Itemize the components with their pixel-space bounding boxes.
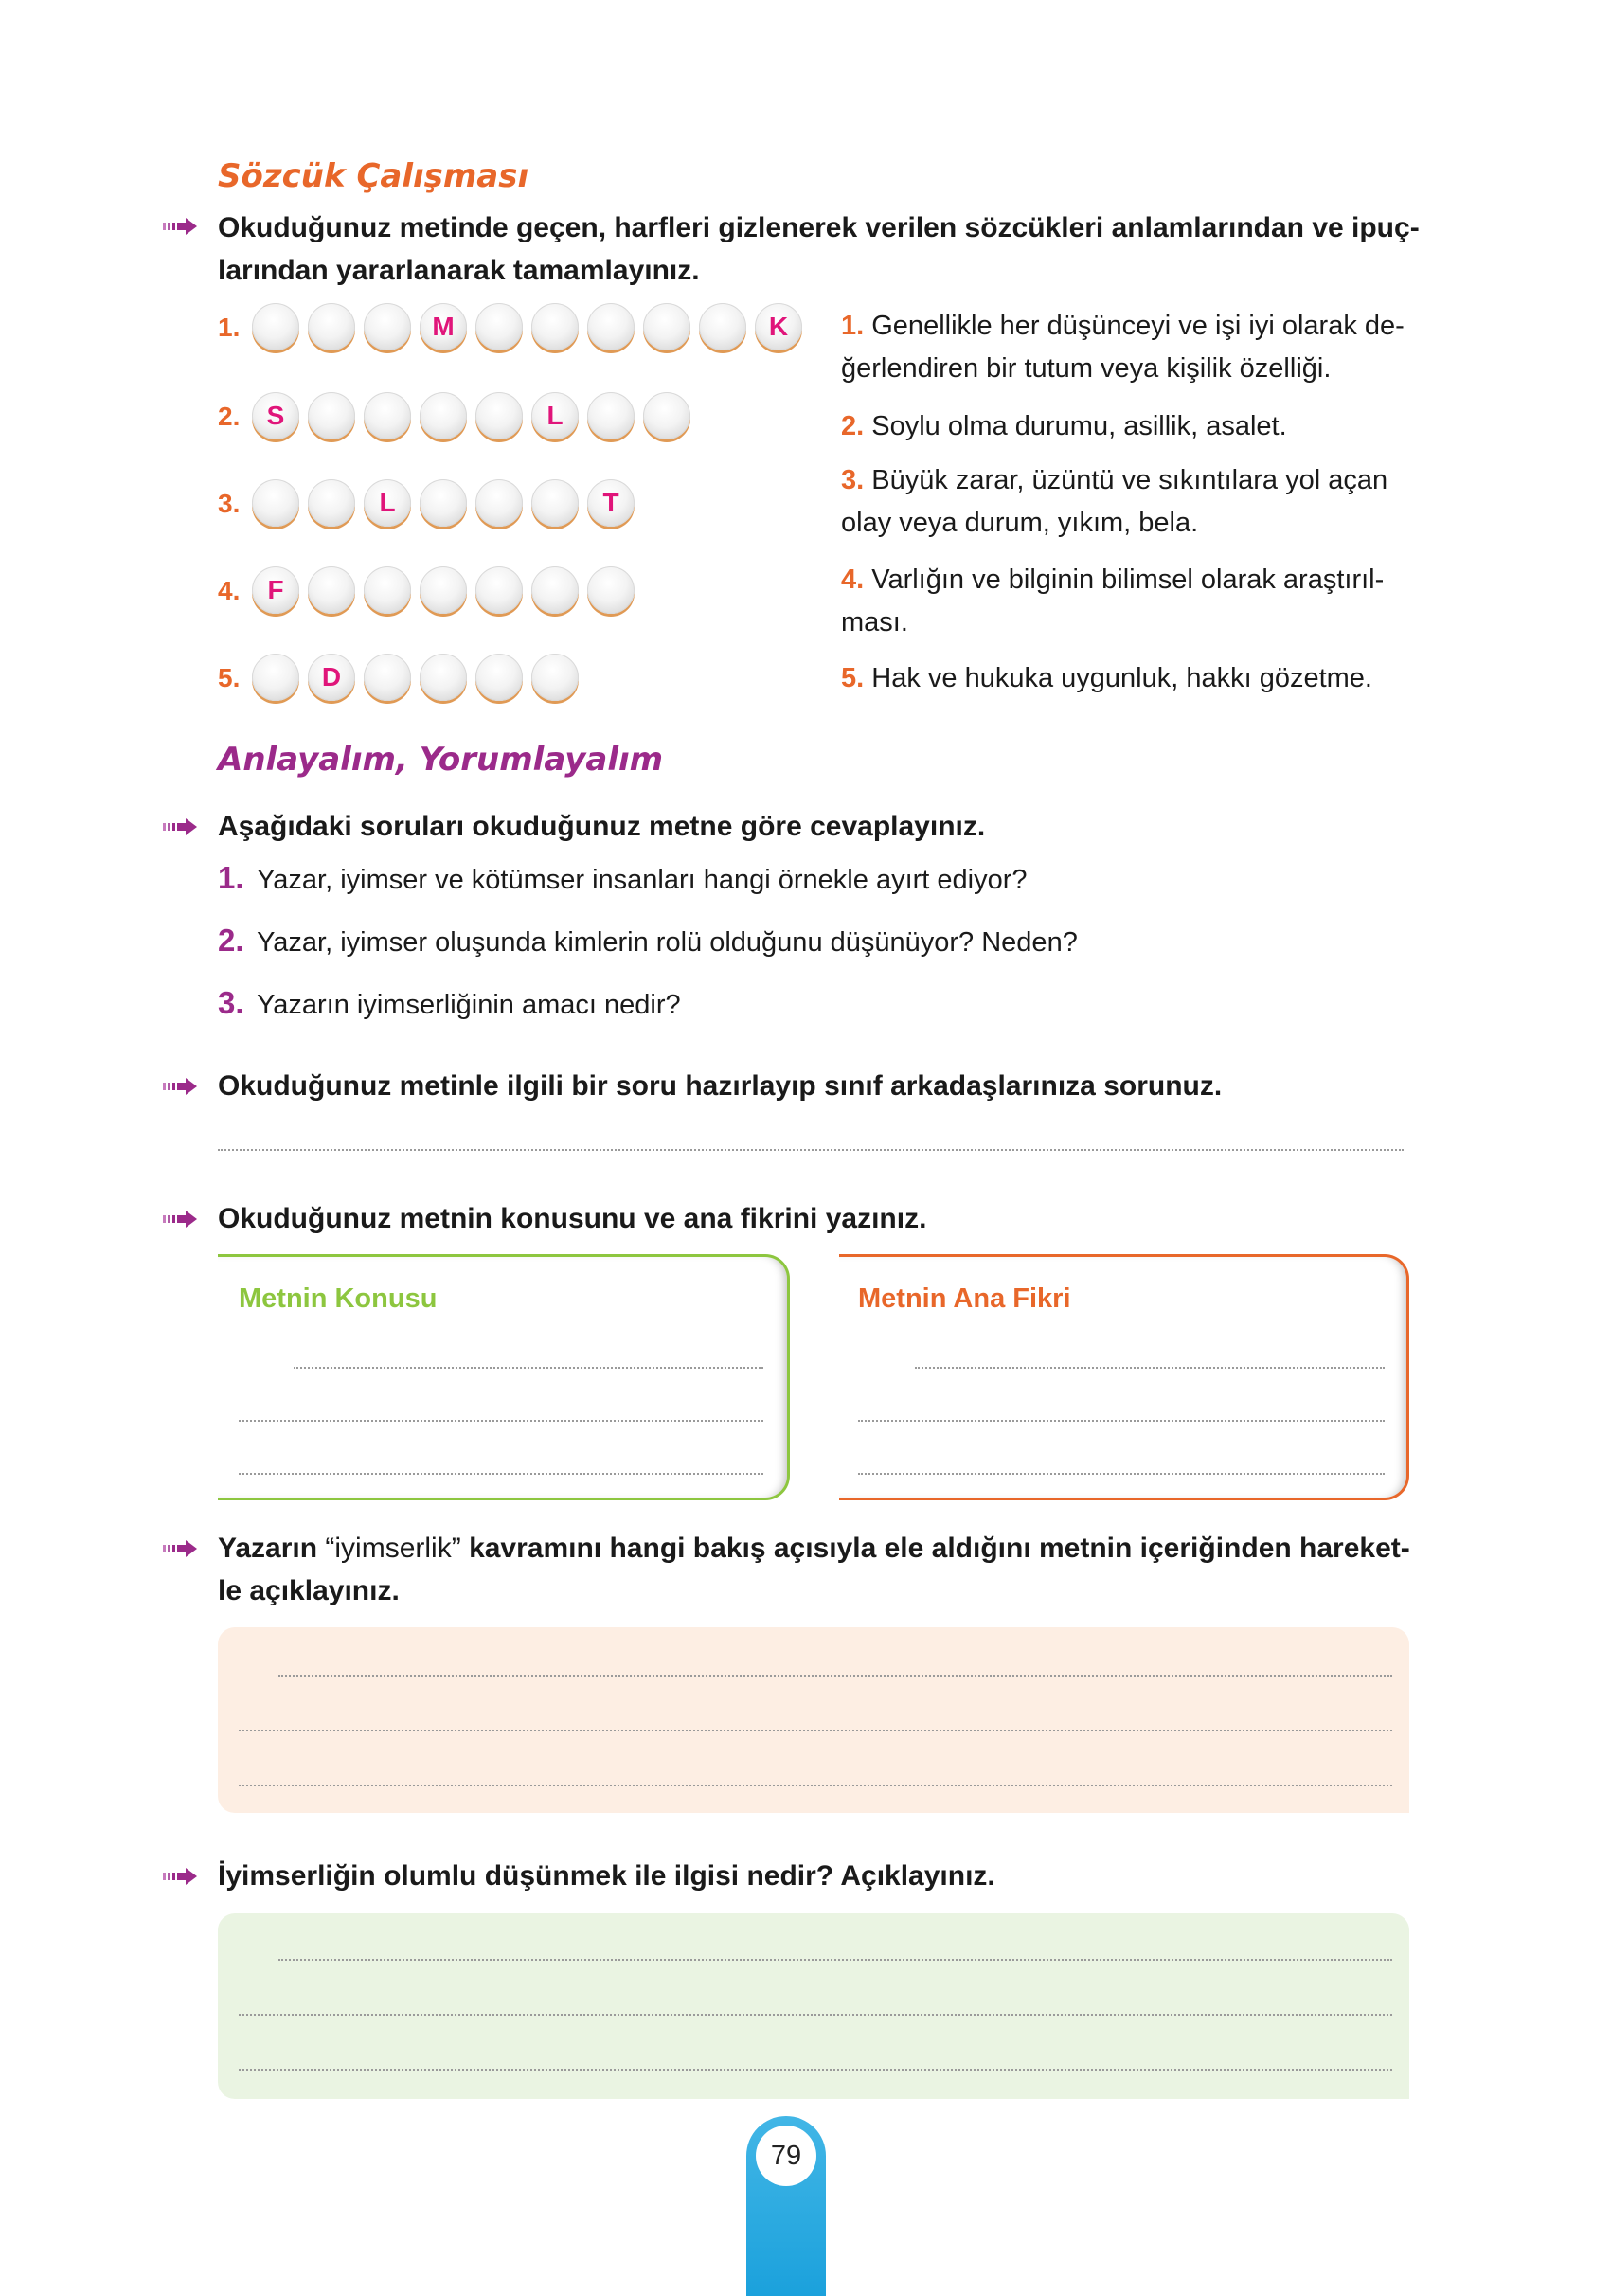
letter-circle[interactable]: M: [420, 303, 467, 350]
question-number: 3.: [218, 985, 244, 1020]
letter-circle[interactable]: [252, 479, 299, 527]
letter-circle[interactable]: [475, 303, 523, 350]
question-3: [218, 985, 681, 1021]
puzzle-number: 5.: [218, 663, 241, 692]
positive-answer-box: [218, 1913, 1409, 2099]
answer-line[interactable]: [858, 1473, 1385, 1475]
answer-line[interactable]: [858, 1420, 1385, 1422]
topic-box: [218, 1254, 790, 1500]
perspective-text: Yazarın: [218, 1533, 318, 1564]
definition-text: ğerlendiren bir tutum veya kişilik özelliği.: [841, 353, 1332, 384]
answer-line[interactable]: [239, 2069, 1392, 2071]
perspective-answer-box: [218, 1627, 1409, 1813]
letter-circle[interactable]: [643, 392, 690, 439]
letter-circle[interactable]: [252, 303, 299, 350]
letter-circle[interactable]: [420, 479, 467, 527]
letter-circle[interactable]: [643, 303, 690, 350]
letter-circle[interactable]: [531, 479, 579, 527]
vocab-instruction-line2: larından yararlanarak tamamlayınız.: [218, 255, 700, 286]
answer-line[interactable]: [294, 1367, 763, 1369]
letter-circle[interactable]: [475, 479, 523, 527]
definition-number: 4.: [841, 565, 865, 595]
letter-circle[interactable]: [420, 566, 467, 614]
section-title-comprehension: Anlayalım, Yorumlayalım: [218, 741, 664, 779]
letter-circle[interactable]: [420, 654, 467, 701]
letter-circle[interactable]: K: [755, 303, 802, 350]
letter-circle[interactable]: [308, 566, 355, 614]
arrow-bullet-icon: [163, 1078, 197, 1095]
question-2: [218, 923, 1078, 959]
answer-line[interactable]: [218, 1149, 1404, 1151]
letter-circle[interactable]: [475, 392, 523, 439]
letter-circle[interactable]: L: [531, 392, 579, 439]
definition-text: olay veya durum, yıkım, bela.: [841, 508, 1199, 538]
definition-1: [841, 305, 1428, 390]
arrow-bullet-icon: [163, 1540, 197, 1557]
letter-circle[interactable]: L: [364, 479, 411, 527]
main-idea-box: [839, 1254, 1409, 1500]
arrow-bullet-icon: [163, 1211, 197, 1228]
answer-line[interactable]: [239, 1420, 763, 1422]
section-title-vocabulary: Sözcük Çalışması: [218, 157, 529, 195]
definition-2: [841, 405, 1428, 448]
task-prepare-question: Okuduğunuz metinle ilgili bir soru hazırlayıp sınıf arkadaşlarınıza sorunuz.: [218, 1070, 1223, 1102]
task-topic-instruction: Okuduğunuz metnin konusunu ve ana fikrini yazınız.: [218, 1203, 927, 1234]
letter-circle[interactable]: [531, 654, 579, 701]
letter-circle[interactable]: [308, 392, 355, 439]
definition-number: 3.: [841, 465, 865, 495]
letter-circle[interactable]: [420, 392, 467, 439]
letter-circle[interactable]: [531, 566, 579, 614]
perspective-text: le açıklayınız.: [218, 1575, 400, 1606]
task-perspective: [218, 1527, 1421, 1612]
arrow-bullet-icon: [163, 1868, 197, 1885]
puzzle-number: 1.: [218, 313, 241, 342]
letter-circle[interactable]: [364, 654, 411, 701]
puzzle-number: 3.: [218, 489, 241, 518]
letter-circle[interactable]: [308, 479, 355, 527]
letter-circle[interactable]: [475, 566, 523, 614]
definition-text: ması.: [841, 607, 908, 637]
answer-line[interactable]: [278, 1675, 1392, 1677]
letter-circle[interactable]: S: [252, 392, 299, 439]
letter-circle[interactable]: T: [587, 479, 635, 527]
letter-circle[interactable]: [587, 392, 635, 439]
definition-number: 1.: [841, 311, 865, 341]
answer-line[interactable]: [239, 1473, 763, 1475]
definition-3: [841, 459, 1428, 545]
question-number: 2.: [218, 923, 244, 958]
definition-number: 2.: [841, 411, 865, 441]
question-text: Yazar, iyimser ve kötümser insanları hangi örnekle ayırt ediyor?: [257, 865, 1028, 895]
vocab-instruction-line1: Okuduğunuz metinde geçen, harfleri gizlenerek verilen sözcükleri anlamlarından ve ipuç-: [218, 212, 1420, 243]
page-number: 79: [756, 2126, 816, 2186]
letter-circle[interactable]: [475, 654, 523, 701]
definition-number: 5.: [841, 663, 865, 693]
answer-line[interactable]: [239, 1730, 1392, 1731]
puzzle-number: 4.: [218, 576, 241, 605]
letter-circle[interactable]: [531, 303, 579, 350]
letter-circle[interactable]: [587, 303, 635, 350]
definition-text: Varlığın ve bilginin bilimsel olarak araştırıl-: [871, 565, 1385, 595]
letter-circle[interactable]: [364, 566, 411, 614]
comprehension-instruction: Aşağıdaki soruları okuduğunuz metne göre cevaplayınız.: [218, 811, 986, 842]
definition-text: Soylu olma durumu, asillik, asalet.: [871, 411, 1287, 441]
arrow-bullet-icon: [163, 218, 197, 235]
answer-line[interactable]: [239, 1785, 1392, 1786]
letter-circle[interactable]: [699, 303, 746, 350]
arrow-bullet-icon: [163, 818, 197, 835]
vocab-instruction: [218, 206, 1421, 292]
question-1: [218, 860, 1028, 896]
letter-circle[interactable]: D: [308, 654, 355, 701]
perspective-text: kavramını hangi bakış açısıyla ele aldığını metnin içeriğinden hareket-: [469, 1533, 1410, 1564]
letter-circle[interactable]: [587, 566, 635, 614]
letter-circle[interactable]: F: [252, 566, 299, 614]
letter-circle[interactable]: [364, 303, 411, 350]
definition-text: Hak ve hukuka uygunluk, hakkı gözetme.: [871, 663, 1372, 693]
letter-circle[interactable]: [364, 392, 411, 439]
main-idea-box-title: Metnin Ana Fikri: [858, 1283, 1071, 1314]
definition-4: [841, 559, 1428, 644]
question-text: Yazarın iyimserliğinin amacı nedir?: [257, 990, 681, 1020]
question-text: Yazar, iyimser oluşunda kimlerin rolü olduğunu düşünüyor? Neden?: [257, 927, 1078, 958]
answer-line[interactable]: [278, 1959, 1392, 1961]
answer-line[interactable]: [915, 1367, 1385, 1369]
definition-text: Büyük zarar, üzüntü ve sıkıntılara yol açan: [871, 465, 1388, 495]
perspective-quote: “iyimserlik”: [325, 1533, 461, 1564]
answer-line[interactable]: [239, 2014, 1392, 2016]
definition-text: Genellikle her düşünceyi ve işi iyi olarak de-: [871, 311, 1405, 341]
definition-5: [841, 657, 1428, 700]
topic-box-title: Metnin Konusu: [239, 1283, 438, 1314]
question-number: 1.: [218, 860, 244, 895]
letter-circle[interactable]: [252, 654, 299, 701]
letter-circle[interactable]: [308, 303, 355, 350]
puzzle-number: 2.: [218, 402, 241, 431]
task-positive-thinking: İyimserliğin olumlu düşünmek ile ilgisi nedir? Açıklayınız.: [218, 1860, 995, 1892]
